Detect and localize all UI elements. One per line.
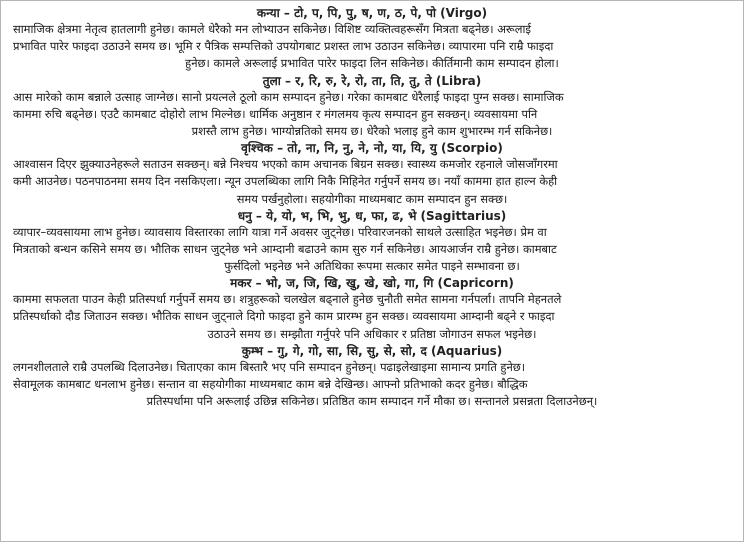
section-title: कुम्भ – गु, गे, गो, सा, सि, सु, से, सो, द (Aquarius) [241, 343, 503, 358]
section-body [13, 156, 731, 208]
body-line: काममा सफलता पाउन केही प्रतिस्पर्धा गर्नुपर्ने समय छ। शत्रुहरूको चलखेल बढ्नाले हुनेछ चुनौती समेत सामना गर्नपर्ला। तापनि मेहनतले [13, 292, 562, 307]
body-line: प्रतिस्पर्धामा पनि अरूलाई उछिन्न सकिनेछ। प्रतिष्ठित काम सम्पादन गर्ने मौका छ। सन्तानले प्रसन्नता दिलाउनेछन्। [146, 394, 598, 409]
section-sagittarius [13, 208, 731, 276]
section-scorpio [13, 140, 731, 208]
body-line: सेवामूलक कामबाट धनलाभ हुनेछ। सन्तान वा सहयोगीका माध्यमबाट काम बन्ने देखिन्छ। आफ्नो प्रतिभाको कदर हुनेछ। बौद्धिक [13, 377, 528, 391]
body-line: हुनेछ। कामले अरूलाई प्रभावित पारेर फाइदा लिन सकिनेछ। कीर्तिमानी काम सम्पादन होला। [185, 56, 559, 71]
section-body [13, 89, 731, 141]
section-body [13, 21, 731, 73]
section-aquarius [13, 343, 731, 411]
body-line: प्रभावित पारेर फाइदा उठाउने समय छ। भूमि र पैत्रिक सम्पत्तिको उपयोगबाट प्रशस्त लाभ उठाउन सकिनेछ। व्यापारमा पनि राम्रै फाइदा [13, 39, 554, 54]
section-title: कन्या – टो, प, पि, पु, ष, ण, ठ, पे, पो (Virgo) [256, 6, 488, 20]
section-title: धनु – ये, यो, भ, भि, भु, ध, फा, ढ, भे (Sagittarius) [237, 208, 507, 223]
section-body [13, 359, 731, 411]
body-line: प्रतिस्पर्धाको दौड जिताउन सक्छ। भौतिक साधन जुट्नाले दिगो फाइदा हुने काम प्रारम्भ हुन सक्छ। व्यवसायमा आम्दानी बढ्ने र फाइदा [13, 309, 555, 324]
section-title: मकर – भो, ज, जि, खि, खु, खे, खो, गा, गि (Capricorn) [230, 276, 514, 291]
horoscope-content [13, 5, 731, 410]
body-line: आश्वासन दिएर झुक्याउनेहरूले सताउन सक्छन्। बन्ने निश्चय भएको काम अचानक बिग्रन सक्छ। स्वास्थ्य कमजोर रहनाले जोसजाँगरमा [13, 157, 558, 172]
body-line: आस मारेको काम बन्नाले उत्साह जाग्नेछ। सानो प्रयत्नले ठूलो काम सम्पादन हुनेछ। गरेका कामबाट धेरैलाई फाइदा पुग्न सक्छ। सामाजिक [13, 89, 564, 104]
body-line: मित्रताको बन्धन कसिने समय छ। भौतिक साधन जुट्नेछ भने आम्दानी बढाउने काम सुरु गर्न सकिनेछ। आयआर्जन राम्रै हुनेछ। कामबाट [13, 241, 557, 256]
section-body [13, 224, 731, 276]
body-line: लगनशीलताले राम्रै उपलब्धि दिलाउनेछ। चिताएका काम बिस्तारै भए पनि सम्पादन हुनेछन्। पढाइलेखाइमा सामान्य प्रगति हुनेछ। [13, 359, 526, 374]
body-line: फुर्सदिलो भइनेछ भने अतिथिका रूपमा सत्कार समेत पाइने सम्भावना छ। [224, 259, 520, 274]
body-line: सामाजिक क्षेत्रमा नेतृत्व हातलागी हुनेछ। कामले धेरैको मन लोभ्याउन सकिनेछ। विशिष्ट व्यक्तित्वहरूसँग मित्रता बढ्नेछ। अरूलाई [13, 22, 532, 36]
body-line: कमी आउनेछ। पठनपाठनमा समय दिन नसकिएला। न्यून उपलब्धिका लागि निकै मिहिनेत गर्नुपर्ने समय छ। नयाँ काममा हात हाल्न केही [13, 174, 558, 189]
section-capricorn [13, 275, 731, 343]
section-body [13, 291, 731, 343]
body-line: समय पर्खनुहोला। सहयोगीका माध्यमबाट काम सम्पादन हुन सक्छ। [236, 191, 508, 206]
section-virgo [13, 5, 731, 73]
section-title: तुला – र, रि, रु, रे, रो, ता, ति, तु, ते (Libra) [262, 73, 482, 88]
section-libra [13, 73, 731, 141]
body-line: प्रशस्तै लाभ हुनेछ। भाग्योन्नतिको समय छ। धेरैको भलाइ हुने काम शुभारम्भ गर्न सकिनेछ। [191, 123, 553, 138]
section-title: वृश्चिक – तो, ना, नि, नु, ने, नो, या, यि, यु (Scorpio) [241, 141, 503, 156]
body-line: उठाउने समय छ। सम्झौता गर्नुपरे पनि अधिकार र प्रतिष्ठा जोगाउन सफल भइनेछ। [207, 326, 537, 341]
body-line: काममा रुचि बढ्नेछ। एउटै कामबाट दोहोरो लाभ मिल्नेछ। धार्मिक अनुष्ठान र मंगलमय कृत्य सम्पादन हुन सक्छन्। व्यवसायमा पनि [13, 106, 538, 121]
body-line: व्यापार–व्यवसायमा लाभ हुनेछ। व्यावसाय विस्तारका लागि यात्रा गर्ने अवसर जुट्नेछ। परिवारजनको साथले उत्साहित भइनेछ। प्रेम वा [13, 224, 547, 239]
